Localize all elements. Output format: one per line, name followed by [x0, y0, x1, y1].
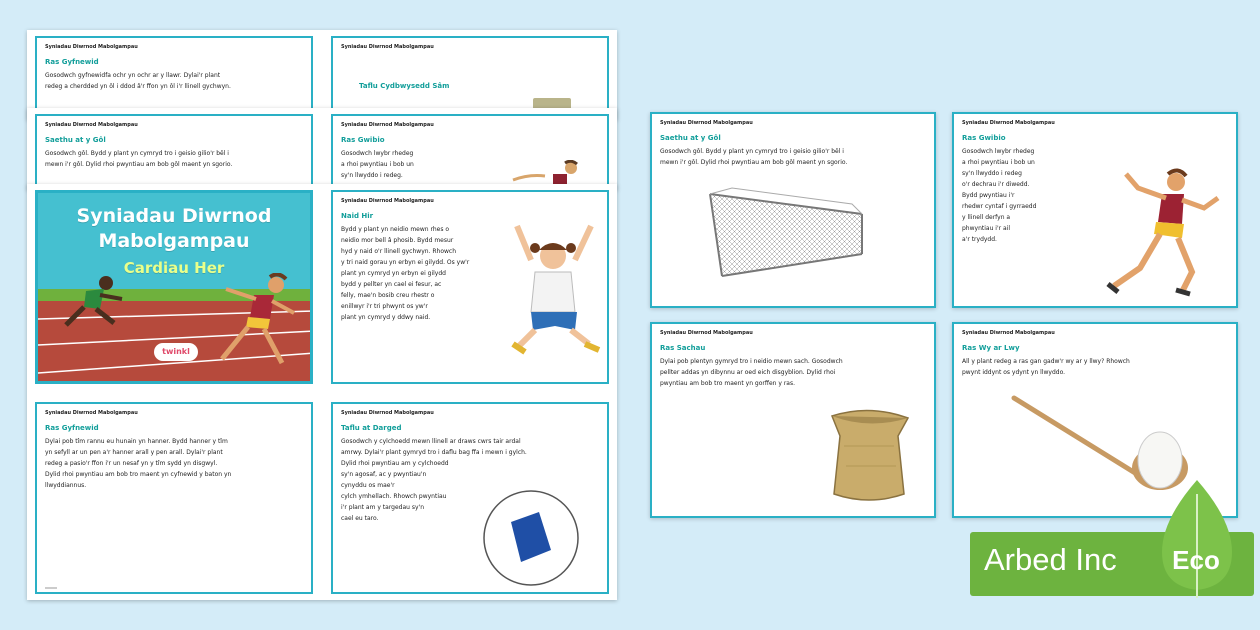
eco-label: Eco — [1172, 545, 1220, 575]
beanbag-target-icon — [481, 488, 581, 588]
mid-card-shoot — [35, 114, 313, 186]
mid-card-sprint — [331, 114, 609, 186]
runner-green-icon — [56, 273, 126, 333]
card-title: Taflu Cydbwysedd Sâm — [359, 82, 450, 90]
card-title: Ras Wy ar Lwy — [962, 344, 1020, 352]
sprinter-icon — [509, 160, 589, 186]
card-relay — [35, 402, 313, 594]
cover-title-line2: Mabolgampau — [98, 230, 250, 252]
card-header: Syniadau Diwrnod Mabolgampau — [45, 44, 138, 50]
eco-leaf-icon — [1154, 480, 1240, 598]
card-body: Dylai pob plentyn gymryd tro i neidio mewn sach. Gosodwch pellter addas yn dibynnu ar oed eich disgyblion. Dylid rhoi pwyntiau am bob tro maent yn gorffen y ras. — [660, 358, 843, 387]
card-body: All y plant redeg a ras gan gadw'r wy ar y llwy? Rhowch pwynt iddynt os ydynt yn llwyddo. — [962, 358, 1130, 376]
card-body: Gosodwch gôl. Bydd y plant yn cymryd tro i geisio gilio'r bêl i mewn i'r gôl. Dylid rhoi pwyntiau am bob gôl maent yn sgorio. — [45, 150, 233, 168]
card-header: Syniadau Diwrnod Mabolgampau — [341, 44, 434, 50]
card-shoot-goal — [650, 112, 936, 308]
card-header: Syniadau Diwrnod Mabolgampau — [962, 120, 1055, 126]
card-header: Syniadau Diwrnod Mabolgampau — [341, 198, 434, 204]
card-title: Saethu at y Gôl — [660, 134, 721, 142]
card-title: Naid Hir — [341, 212, 374, 220]
card-body: Gosodwch gôl. Bydd y plant yn cymryd tro i geisio gilio'r bêl i mewn i'r gôl. Dylid rhoi pwyntiau am bob gôl maent yn sgorio. — [660, 148, 848, 166]
jumping-girl-icon — [505, 220, 605, 360]
card-header: Syniadau Diwrnod Mabolgampau — [341, 122, 434, 128]
card-title: Ras Gyfnewid — [45, 58, 99, 66]
card-title: Saethu at y Gôl — [45, 136, 106, 144]
brand-name: Arbed Inc — [984, 542, 1117, 577]
card-footer — [45, 587, 57, 589]
arbed-eco-badge — [970, 532, 1254, 596]
back-card-balance — [331, 36, 609, 116]
card-sprint — [952, 112, 1238, 308]
card-body: Gosodwch gyfnewidfa ochr yn ochr ar y llawr. Dylai'r plant redeg a cherdded yn ôl i ddod â'r ffon yn ôl i'r llinell gychwyn. — [45, 72, 231, 90]
cover-subtitle: Cardiau Her — [123, 259, 225, 277]
card-body: Gosodwch y cylchoedd mewn llinell ar draws cwrs tair ardal amrwy. Dylai'r plant gymryd tro i daflu bag ffa i mewn i gylch. Dylid rhoi pwyntiau am y cylchoedd sy'n agosaf, ac y pwyntiau'n cynyddu os mae'r cylch ymhellach. Rhowch pwyntiau i'r plant am y targedau sy'n cael eu taro. — [341, 438, 527, 522]
card-title: Ras Gyfnewid — [45, 424, 99, 432]
card-body: Gosodwch lwybr rhedeg a rhoi pwyntiau i bob un sy'n llwyddo i redeg. — [341, 150, 414, 179]
card-title: Ras Gwibio — [341, 136, 385, 144]
card-title: Ras Sachau — [660, 344, 706, 352]
back-sheet — [27, 30, 617, 120]
twinkl-logo: twinkl — [154, 343, 198, 361]
football-goal-icon — [702, 184, 872, 284]
middle-sheet — [27, 108, 617, 190]
card-header: Syniadau Diwrnod Mabolgampau — [45, 410, 138, 416]
card-header: Syniadau Diwrnod Mabolgampau — [962, 330, 1055, 336]
card-long-jump — [331, 190, 609, 384]
card-title: Ras Gwibio — [962, 134, 1006, 142]
card-body: Bydd y plant yn neidio mewn rhes o neidio mor bell â phosib. Bydd mesur hyd y naid o'r llinell gychwyn. Rhowch y tri naid gorau yn erbyn ei gilydd. Os yw'r plant yn cymryd yn erbyn ei gilydd bydd y pellter yn cael ei fesur, ac felly, mae'n bosib creu rhestr o enillwyr i'r tri phwynt os yw'r plant yn cymryd y ddwy naid. — [341, 226, 470, 321]
front-sheet — [27, 184, 617, 600]
card-title: Taflu at Darged — [341, 424, 402, 432]
card-header: Syniadau Diwrnod Mabolgampau — [660, 330, 753, 336]
sack-icon — [824, 406, 914, 506]
card-body: Dylai pob tîm rannu eu hunain yn hanner. Bydd hanner y tîm yn sefyll ar un pen a'r hanner arall y pen arall. Dylai'r plant redeg a pasio'r ffon i'r un nesaf yn y tîm sydd yn disgwyl. Dylid rhoi pwyntiau am bob tro maent yn cyfnewid y baton yn llwyddiannus. — [45, 438, 232, 489]
runner-red-icon — [198, 273, 298, 373]
card-sack-race — [650, 322, 936, 518]
card-header: Syniadau Diwrnod Mabolgampau — [45, 122, 138, 128]
back-card-relay — [35, 36, 313, 116]
sprinter-icon — [1104, 168, 1224, 298]
card-target-throw — [331, 402, 609, 594]
card-body: Gosodwch lwybr rhedeg a rhoi pwyntiau i bob un sy'n llwyddo i redeg o'r dechrau i'r diwedd. Bydd pwyntiau i'r rhedwr cyntaf i gyrraedd y llinell derfyn a phwyntiau i'r ail a'r trydydd. — [962, 148, 1037, 243]
card-header: Syniadau Diwrnod Mabolgampau — [341, 410, 434, 416]
right-sheet — [640, 106, 1238, 518]
cover-card — [35, 190, 313, 384]
cover-title-line1: Syniadau Diwrnod — [76, 205, 272, 227]
card-header: Syniadau Diwrnod Mabolgampau — [660, 120, 753, 126]
